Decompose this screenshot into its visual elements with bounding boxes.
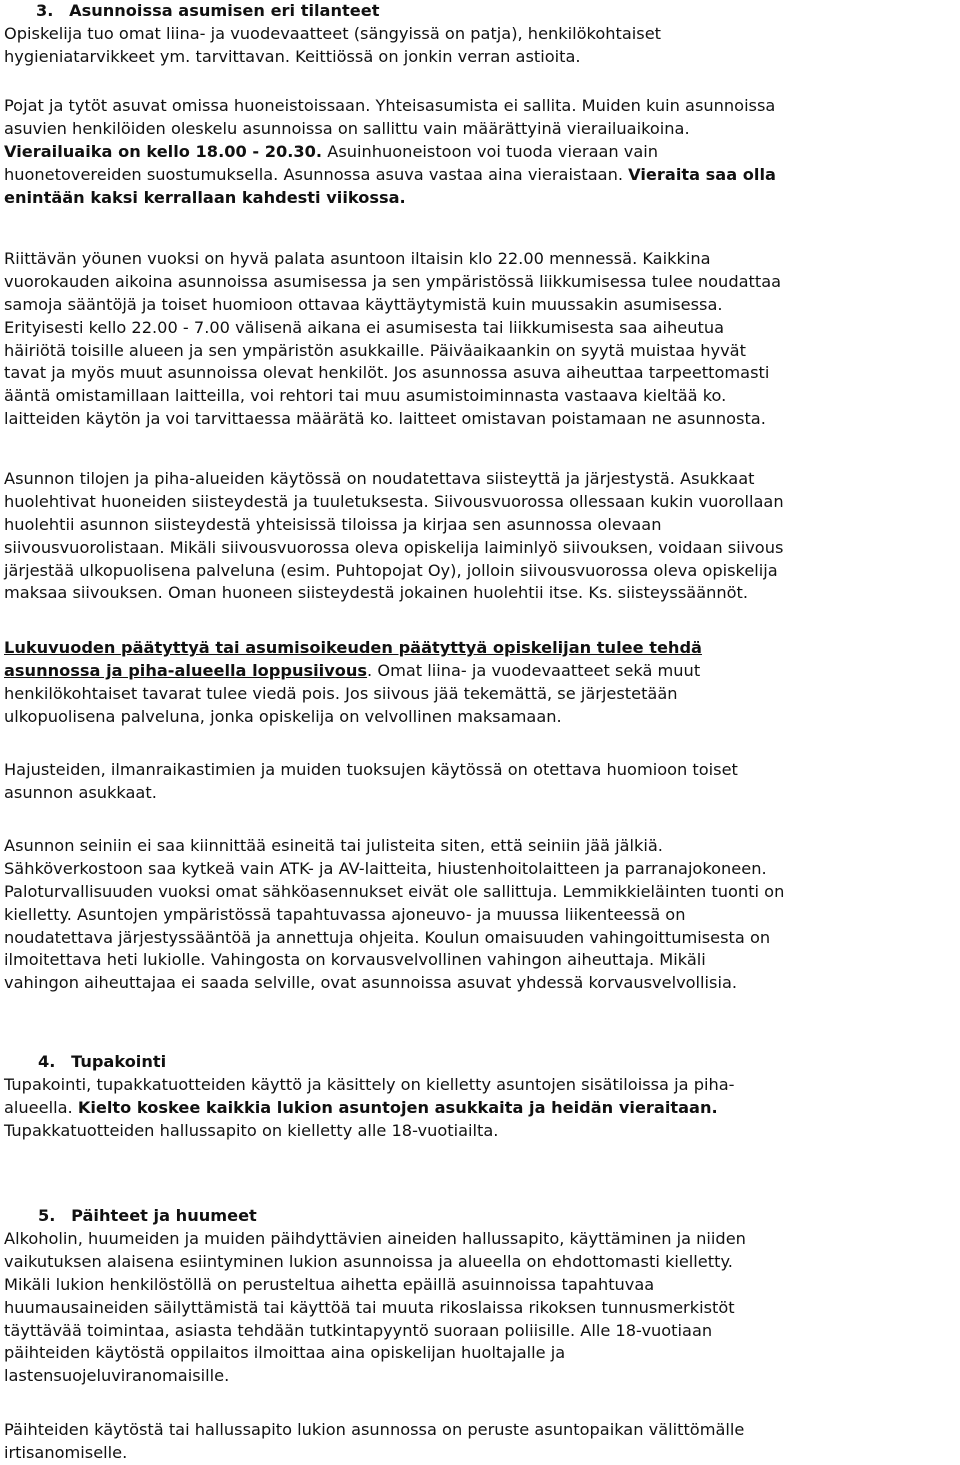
text-line: Hajusteiden, ilmanraikastimien ja muiden tuoksujen käytössä on otettava huomioon toiset [4,760,738,779]
paragraph-termination [4,1419,956,1465]
text-line [4,660,956,683]
paragraph-smoking [4,1074,956,1143]
text-line [4,141,956,164]
text-line: Tupakkatuotteiden hallussapito on kielletty alle 18-vuotiailta. [4,1120,499,1140]
text-line: Päihteiden käytöstä tai hallussapito lukion asunnossa on peruste asuntopaikan välittömälle [4,1420,745,1439]
text-line: Asunnon seiniin ei saa kiinnittää esineitä tai julisteita siten, että seiniin jää jälkiä. [4,836,663,855]
text-line: Pojat ja tytöt asuvat omissa huoneistoissaan. Yhteisasumista ei sallita. Muiden kuin asunnoissa [4,96,776,115]
text-line: täyttävää toimintaa, asiasta tehdään tutkintapyyntö suoraan poliisille. Alle 18-vuotiaan [4,1320,713,1340]
paragraph-personal-items [4,23,956,69]
text-line: henkilökohtaiset tavarat tulee viedä pois. Jos siivous jää tekemättä, se järjestetään [4,683,678,703]
section-3-heading [36,0,379,23]
text-line: kielletty. Asuntojen ympäristössä tapahtuvassa ajoneuvo- ja muussa liikenteessä on [4,904,686,924]
text-line: huumausaineiden säilyttämistä tai käyttöä tai muuta rikoslaissa rikoksen tunnusmerkistöt [4,1297,735,1317]
text-line: Asunnon tilojen ja piha-alueiden käytössä on noudatettava siisteyttä ja järjestystä. Asukkaat [4,469,755,488]
final-cleaning-text: Lukuvuoden päätyttyä tai asumisoikeuden päätyttyä opiskelijan tulee tehdä [4,638,702,657]
section-5-heading [38,1205,257,1228]
text-line: maksaa siivouksen. Oman huoneen siisteydestä jokainen huolehtii itse. Ks. siisteyssäännöt. [4,583,749,603]
text-line: siivousvuorolistaan. Mikäli siivousvuorossa oleva opiskelija laiminlyö siivouksen, voidaan siivous [4,537,784,557]
text-line: tavat ja myös muut asunnoissa olevat henkilöt. Jos asunnossa asuva aiheuttaa tarpeettomasti [4,363,770,383]
section-3-title: Asunnoissa asumisen eri tilanteet [69,1,380,20]
text-line [4,164,956,187]
text-line: ulkopuolisena palveluna, jonka opiskelija on velvollinen maksamaan. [4,706,562,726]
text-line: Opiskelija tuo omat liina- ja vuodevaatteet (sängyissä on patja), henkilökohtaiset [4,23,662,43]
paragraph-final-cleaning [4,637,956,729]
text-line: Riittävän yöunen vuoksi on hyvä palata asuntoon iltaisin klo 22.00 mennessä. Kaikkina [4,249,711,268]
text-line: päihteiden käytöstä oppilaitos ilmoittaa aina opiskelijan huoltajalle ja [4,1343,566,1363]
text-line: Erityisesti kello 22.00 - 7.00 välisenä aikana ei asumisesta tai liikkumisesta saa aiheutua [4,317,725,337]
text-span: alueella. [4,1097,78,1117]
final-cleaning-text-cont: asunnossa ja piha-alueella loppusiivous [4,660,368,680]
text-line: häiriötä toisille alueen ja sen ympäristön asukkaille. Päiväaikaankin on syytä muistaa hyvät [4,340,746,360]
text-line: asuvien henkilöiden oleskelu asunnoissa on sallittu vain määrättyinä vierailuaikoina. [4,118,690,138]
paragraph-visiting-rules [4,95,956,209]
text-line: huolehtii asunnon siisteydestä yhteisissä tiloissa ja kirjaa sen asunnossa olevaan [4,514,662,534]
text-line: vuorokauden aikoina asunnoissa asumisessa ja sen ympäristössä liikkumisessa tulee noudattaa [4,271,782,291]
smoking-ban-text: Kielto koskee kaikkia lukion asuntojen asukkaita ja heidän vieraitaan. [77,1097,718,1117]
paragraph-intoxicants [4,1228,956,1388]
text-line [4,1097,956,1120]
text-line: noudatettava järjestyssääntöä ja annettuja ohjeita. Koulun omaisuuden vahingoittumisesta on [4,927,771,947]
text-line: ilmoitettava heti lukiolle. Vahingosta on korvausvelvollinen vahingon aiheuttaja. Mikäli [4,950,706,970]
text-line: Sähköverkostoon saa kytkeä vain ATK- ja AV-laitteita, hiustenhoitolaitteen ja parranajokoneen. [4,858,767,878]
text-line: järjestää ulkopuolisena palveluna (esim. Puhtopojat Oy), jolloin siivousvuorossa oleva opiskelija [4,560,778,580]
text-line: irtisanomiselle. [4,1442,128,1462]
text-line: ääntä omistamillaan laitteilla, voi rehtori tai muu asumistoiminnasta vastaava kieltää ko. [4,386,727,406]
paragraph-fragrances [4,759,956,805]
visitor-limit-text: Vieraita saa olla [628,164,776,184]
text-line: Alkoholin, huumeiden ja muiden päihdyttävien aineiden hallussapito, käyttäminen ja niiden [4,1229,746,1248]
paragraph-quiet-hours [4,248,956,431]
text-line: Mikäli lukion henkilöstöllä on perusteltua aihetta epäillä asuinnoissa tapahtuvaa [4,1274,655,1294]
text-line: huolehtivat huoneiden siisteydestä ja tuuletuksesta. Siivousvuorossa ollessaan kukin vuorollaan [4,491,784,511]
text-line: lastensuojeluviranomaisille. [4,1366,230,1386]
paragraph-cleanliness [4,468,956,605]
text-line: vaikutuksen alaisena esiintyminen lukion asunnoissa ja alueella on ehdottomasti kielletty. [4,1251,733,1271]
text-line: samoja sääntöjä ja toiset huomioon ottavaa käyttäytymistä kuin muussakin asumisessa. [4,294,723,314]
paragraph-walls-electricity-damages [4,835,956,995]
visiting-hours-text: Vierailuaika on kello 18.00 - 20.30. [4,141,323,161]
section-5-title: Päihteet ja huumeet [71,1206,257,1225]
section-4-heading [38,1051,166,1074]
text-line: Tupakointi, tupakkatuotteiden käyttö ja käsittely on kielletty asuntojen sisätiloissa ja piha- [4,1075,735,1094]
text-line: vahingon aiheuttajaa ei saada selville, ovat asunnoissa asuvat yhdessä korvausvelvollisia. [4,973,738,993]
text-span: . Omat liina- ja vuodevaatteet sekä muut [367,660,701,680]
text-line: Paloturvallisuuden vuoksi omat sähköasennukset eivät ole sallittuja. Lemmikkieläinten tuonti on [4,881,785,901]
section-4-title: Tupakointi [71,1052,167,1071]
text-line: hygieniatarvikkeet ym. tarvittavan. Keittiössä on jonkin verran astioita. [4,46,581,66]
section-3-number: 3. [36,1,54,20]
visitor-limit-text-cont: enintään kaksi kerrallaan kahdesti viikossa. [4,187,406,207]
text-line: laitteiden käytön ja voi tarvittaessa määrätä ko. laitteet omistavan poistamaan ne asunnosta. [4,409,766,429]
text-line: asunnon asukkaat. [4,782,157,802]
section-4-number: 4. [38,1052,56,1071]
text-span: huonetovereiden suostumuksella. Asunnossa asuva vastaa aina vieraistaan. [4,164,629,184]
section-5-number: 5. [38,1206,56,1225]
text-span: Asuinhuoneistoon voi tuoda vieraan vain [322,141,659,161]
